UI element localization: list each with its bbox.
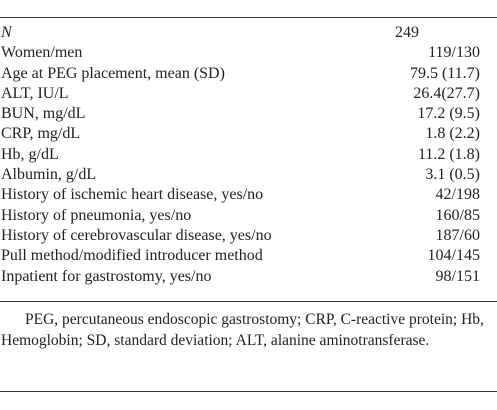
row-value: 119/130 <box>428 44 480 62</box>
row-label: Women/men <box>1 44 83 62</box>
row-value: 104/145 <box>427 247 480 265</box>
table-row <box>0 165 497 185</box>
row-label: Pull method/modified introducer method <box>1 247 263 265</box>
row-value: 249 <box>395 24 419 41</box>
row-value: 3.1 (0.5) <box>425 166 480 184</box>
table-row <box>0 206 497 226</box>
row-value: 160/85 <box>435 206 480 224</box>
row-label: ALT, IU/L <box>1 84 69 102</box>
row-label: History of ischemic heart disease, yes/no <box>1 186 264 204</box>
table-row <box>0 64 497 84</box>
row-value: 79.5 (11.7) <box>409 64 480 82</box>
characteristics-table <box>0 23 497 287</box>
row-value: 26.4(27.7) <box>413 84 480 102</box>
table-row <box>0 23 497 43</box>
row-label: History of pneumonia, yes/no <box>1 206 192 224</box>
row-label: Albumin, g/dL <box>1 166 97 184</box>
row-value: 42/198 <box>435 186 480 204</box>
row-label: Age at PEG placement, mean (SD) <box>1 64 225 82</box>
table-row <box>0 246 497 266</box>
table-row <box>0 104 497 124</box>
row-label: BUN, mg/dL <box>1 105 86 123</box>
table-bottom-rule <box>0 301 497 302</box>
table-row <box>0 43 497 63</box>
table-row <box>0 124 497 144</box>
row-value: 1.8 (2.2) <box>425 125 480 143</box>
table-row <box>0 84 497 104</box>
row-label: History of cerebrovascular disease, yes/no <box>1 226 272 244</box>
row-label: CRP, mg/dL <box>1 125 81 143</box>
top-rule <box>0 17 497 18</box>
row-value: 187/60 <box>435 226 480 244</box>
table-row <box>0 267 497 287</box>
row-label: Hb, g/dL <box>1 145 59 163</box>
table-footnote: PEG, percutaneous endoscopic gastrostomy; CRP, C-reactive protein; Hb, Hemoglobin; SD, standard deviation; ALT, alanine aminotransferase. <box>1 311 484 349</box>
table-row <box>0 226 497 246</box>
footnote-bottom-rule <box>0 391 497 392</box>
row-value: 98/151 <box>435 267 480 285</box>
row-value: 17.2 (9.5) <box>417 105 480 123</box>
table-row <box>0 145 497 165</box>
row-label: N <box>1 24 12 41</box>
row-value: 11.2 (1.8) <box>417 145 480 163</box>
row-label: Inpatient for gastrostomy, yes/no <box>1 267 212 285</box>
table-row <box>0 185 497 205</box>
